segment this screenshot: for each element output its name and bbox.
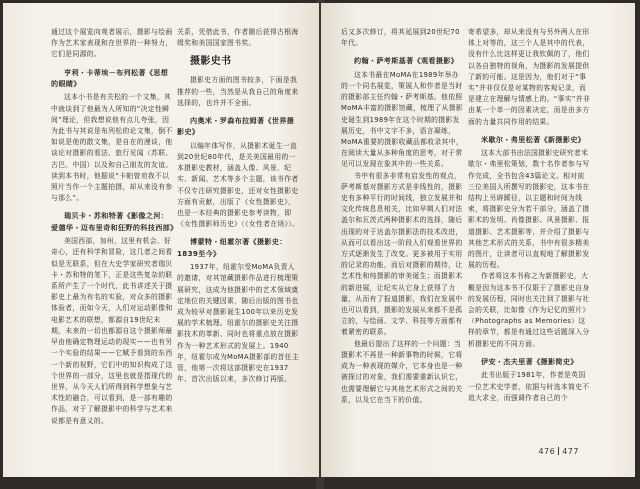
body-paragraph-continued: 寄希望多，却从来没有与另外两人在形体上对等的，这三个人是其中的代表，没有什么比这样更让我钦佩的了，他们以各自独特的视角，为摄影的发展提供了新的可能。这是因为，他们对于“事实”并非仅仅是对某物的客观记录，而是建立在理解与情感上的。“事实”并非由某一个单一的因素决定，而是由多方面的力量共同作用的结果。 [468, 28, 591, 126]
book-entry-heading: 博蒙特・纽霍尔著《摄影史：1839至今》 [177, 237, 287, 258]
book-entry-heading: 伊安・杰夫里著《摄影简史》 [481, 356, 578, 366]
page-number-separator [558, 447, 559, 455]
body-paragraph: 摄影史方面的图书较多，下面是我推荐的一些，当然是从我自己的角度来选择的，也许并不全面。 [177, 76, 299, 107]
book-entry-heading: 内奥米・罗森布拉姆著《世界摄影史》 [177, 116, 295, 137]
body-paragraph: 美国西部，加州，这里有机会、好奇心，还有科学和冒险，这几者之间看似是无联系，但在大史学家研究者瑞贝卡・苏和特的笔下，正是这些复杂的联系所产生了一个时代，此书讲述关于摄影史上最为有名的实验，对众多的摄影体验者，而如今天，人们对运动影像和电影艺术的联想，都源自19世纪末期，未来的一切也都源自这个摄影师最早由他确定物理运动的现实——也有另一个实验的结果——它赋予看到的东西一个新的视野，它们中的知识构成了这个世界的一部分，这里也就是指现代的世界，从今天人们所得到科学想象与艺术性的融合，可以看到，是一部有趣的作品，对于了解摄影中的科学与艺术来说都是有意义的。 [51, 237, 173, 425]
book-entry-heading: 米歇尔・弗里松著《新摄影史》 [481, 134, 586, 144]
right-page [321, 3, 635, 477]
left-column-1 [51, 27, 178, 427]
body-paragraph: 此书出版于1981年，作者是英国一位艺术史学者，依据与时选本简史不追大求全，而强调作者自己的个 [468, 371, 590, 402]
body-paragraph-continued: 通过这个展览向观者展示，摄影与绘画作为艺术家表现和在世界的一种努力，它们是同源的。 [51, 28, 173, 59]
body-paragraph: 他最后提出了这样的一个问题：当摄影术不再是一种新事物的时候，它将成为一种表现的媒介，它本身也是一种被探讨的对象，我们需要重新认识它，也需要理解它与其他艺术形式之间的关系，以及它在当下的价值。 [341, 339, 463, 404]
page-numbers [538, 447, 579, 456]
right-column-1 [341, 27, 464, 406]
body-paragraph: 这本大部书由法国摄影史研究者米歇尔・弗里松策划，数十名作者参与写作完成，全书包含43篇论文。相对前三位美国人所撰写的摄影史，这本书在结构上另辟蹊径，以主题和时间为线索，将摄影史分为若干部分，涵盖了摄影术的发明、肖像摄影、风景摄影、报道摄影、艺术摄影等，并介绍了摄影与其他艺术形式的关系，书中有很多精美的图片，让读者可以直观地了解摄影发展的历程。 [468, 149, 590, 270]
book-entry-heading: 亨利・卡蒂埃－布列松著《思想的眼睛》 [51, 67, 169, 89]
page-number-right: 477 [562, 447, 579, 456]
body-paragraph: 1937年，纽霍尔受MoMA负责人的邀请，对其馆藏摄影作品进行梳理策展研究，这成为他摄影中的艺术领域奠定地位的关键因素，随后出版的图书也成为较早对摄影诞生100年以来历史发展的学术梳理。纽霍尔的摄影史关注摄影技术的革新、同时也将重点放在摄影作为一种艺术形式的发展上。1940年，纽霍尔成为MoMA摄影部的首任主管，他第一次将这部摄影史在1937年、首次出版以来，多次修订再版。 [177, 263, 299, 384]
body-paragraph: 这本小书是有关松的一个文集，其中就谈到了他最为人所知的“决定性瞬间”理论，但我想说他有点儿夸张，因为此书与其说是布列松的论文集，倒不如说是他的散文集，是自在的漫谈，他谈论对摄影的看法、旅行见闻（苏联、古巴、中国）以及和自己朋友的友谊。读到本书时，他据说“卡帕曾劝我不以照片当作一个主题拍摄，却从来没有参与那么”。 [51, 93, 173, 203]
body-paragraph-continued: 后又多次修订，将其延展到20世纪70年代。 [341, 28, 460, 48]
book-entry-heading: 瑞贝卡・苏和特著《影像之河：爱德华・迈布里奇和狂野的科技西部》 [51, 211, 178, 232]
section-title: 摄影史书 [190, 56, 232, 68]
body-paragraph: 书中有很多非常有启发性的观点，萨考斯基对摄影方式是非线性的，摄影史有多种平行的时间线，独立发展并和文化传统息息相关，比如早期人们对法盖尔和瓦茨式两种摄影术的选择，随后出现的对于达盖尔摄影法的技术改进，从而可以看出这一阶段人们观看世界的方式逐渐发生了改变。更多被用于实用的记录的功能，而后对摄影的期待，让艺术性和纯摄影的审美诞生；而摄影术的新进展，让纪实从它身上获得了力量，从而有了报道摄影，我们在发展中也可以看到，摄影的发展从来都不是孤立的，与绘画、文学、科技等方面都有着紧密的联系。 [341, 171, 463, 337]
body-paragraph: 以编年体写作，从摄影术诞生一直到20世纪80年代，是关美国最用的一本摄影史教材，涵盖人像、风景、纪实、新闻、艺术等多个主题，该书作者不仅专注研究摄影史，还对女性摄影史方面有贡献，出版了《女性摄影史》，也是一本经典的摄影史参考读物，即《女性摄影师历史》（《女性者在场》）。 [177, 141, 300, 229]
right-column-2 [468, 27, 591, 404]
body-paragraph: 作者将这本书称之为新摄影史，大概是因为这本书不仅限于了摄影史自身的发展历程，同时也关注到了摄影与社会的关联，比如像《作为记忆的照片》（Photographs as Memories）这样的章节，都是有通过这些话题深入分析摄影史的不同方面。 [468, 272, 590, 348]
left-column-2 [177, 27, 300, 386]
left-page [3, 3, 319, 477]
body-paragraph-continued: 关系，凭借此书，作者随后获得古根海姆奖和美国国家图书奖。 [177, 28, 299, 48]
body-paragraph: 这本书最在MoMA在1989年举办的一个同名展览，策展人和作者是当时的摄影部主任约翰・萨考斯基。他依照MoMA丰富的摄影馆藏，梳理了从摄影史诞生到1989年在这个时期的摄影发展历史，书中文字不多，语言凝练，MoMA重要的摄影收藏品都收录其中，在阅读大量从多种角度的思考，对于常见可以发现在象其中的一些关系。 [341, 70, 463, 169]
book-entry-heading: 约翰・萨考斯基著《观看摄影》 [354, 56, 459, 66]
page-number-left: 476 [538, 447, 556, 456]
